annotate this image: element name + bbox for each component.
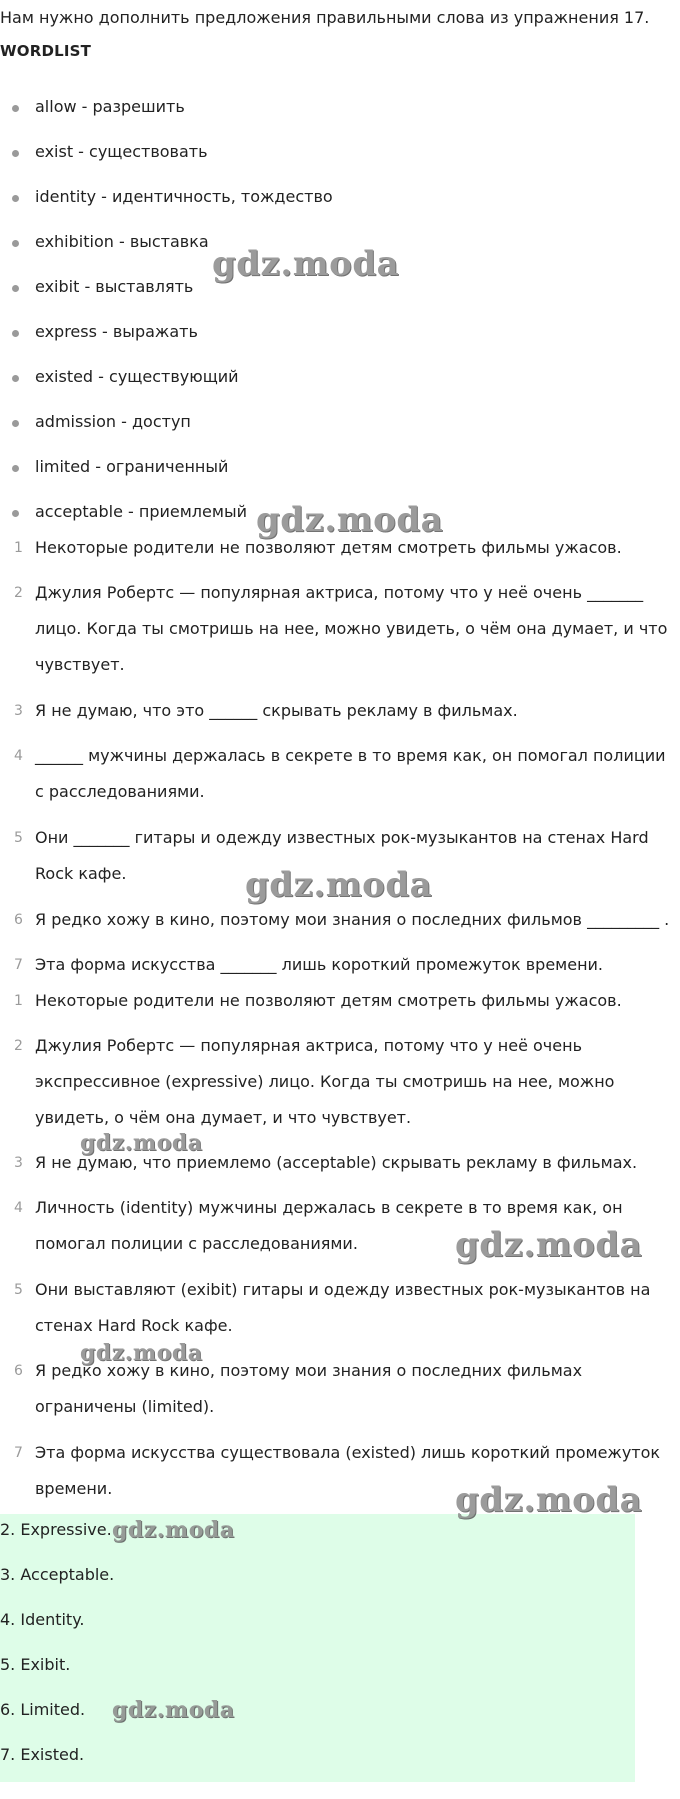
filled-line: Некоторые родители не позволяют детям смотреть фильмы ужасов. (35, 991, 622, 1010)
answer-item: 4. Identity. (0, 1610, 85, 1629)
item-number: 2 (14, 1038, 23, 1054)
filled-line: ограничены (limited). (35, 1397, 215, 1416)
answer-item: 6. Limited. (0, 1700, 86, 1719)
bullet-icon (12, 465, 19, 472)
answers-panel (0, 1514, 635, 1782)
task-line: Некоторые родители не позволяют детям смотреть фильмы ужасов. (35, 538, 622, 557)
task-line: Rock кафе. (35, 864, 127, 883)
watermark: gdz.moda (455, 1225, 643, 1265)
watermark: gdz.moda (80, 1340, 203, 1366)
filled-line: помогал полиции с расследованиями. (35, 1234, 358, 1253)
task-line: Я не думаю, что это ______ скрывать рекламу в фильмах. (35, 701, 518, 720)
answer-item: 2. Expressive. (0, 1520, 112, 1539)
item-number: 4 (14, 748, 23, 764)
watermark: gdz.moda (212, 244, 400, 284)
wordlist-item: exibit - выставлять (35, 277, 194, 296)
watermark: gdz.moda (112, 1697, 235, 1723)
bullet-icon (12, 105, 19, 112)
watermark: gdz.moda (112, 1517, 235, 1543)
item-number: 2 (14, 585, 23, 601)
filled-line: экспрессивное (expressive) лицо. Когда ты смотришь на нее, можно (35, 1072, 615, 1091)
task-line: чувствует. (35, 655, 125, 674)
bullet-icon (12, 330, 19, 337)
bullet-icon (12, 150, 19, 157)
task-line: Джулия Робертс — популярная актриса, потому что у неё очень _______ (35, 583, 644, 602)
filled-line: Джулия Робертс — популярная актриса, потому что у неё очень (35, 1036, 582, 1055)
filled-line: Личность (identity) мужчины держалась в секрете в то время как, он (35, 1198, 623, 1217)
item-number: 3 (14, 1155, 23, 1171)
task-line: Они _______ гитары и одежду известных рок-музыкантов на стенах Hard (35, 828, 649, 847)
filled-line: увидеть, о чём она думает, и что чувствует. (35, 1108, 412, 1127)
item-number: 3 (14, 703, 23, 719)
wordlist-item: acceptable - приемлемый (35, 502, 247, 521)
wordlist-item: allow - разрешить (35, 97, 185, 116)
watermark: gdz.moda (245, 865, 433, 905)
bullet-icon (12, 420, 19, 427)
filled-line: Они выставляют (exibit) гитары и одежду известных рок-музыкантов на (35, 1280, 651, 1299)
wordlist-item: exhibition - выставка (35, 232, 209, 251)
wordlist-item: existed - существующий (35, 367, 239, 386)
bullet-icon (12, 240, 19, 247)
watermark: gdz.moda (256, 500, 444, 540)
bullet-icon (12, 375, 19, 382)
wordlist-item: express - выражать (35, 322, 198, 341)
bullet-icon (12, 195, 19, 202)
task-line: Я редко хожу в кино, поэтому мои знания о последних фильмов _________ . (35, 910, 670, 929)
filled-line: Я редко хожу в кино, поэтому мои знания о последних фильмах (35, 1361, 583, 1380)
item-number: 7 (14, 957, 23, 973)
wordlist-heading: WORDLIST (0, 42, 92, 60)
task-line: ______ мужчины держалась в секрете в то время как, он помогал полиции (35, 746, 666, 765)
task-line: лицо. Когда ты смотришь на нее, можно увидеть, о чём она думает, и что (35, 619, 668, 638)
filled-line: времени. (35, 1479, 113, 1498)
item-number: 1 (14, 993, 23, 1009)
item-number: 4 (14, 1200, 23, 1216)
answer-item: 3. Acceptable. (0, 1565, 115, 1584)
item-number: 7 (14, 1445, 23, 1461)
wordlist-item: identity - идентичность, тождество (35, 187, 333, 206)
answer-item: 7. Existed. (0, 1745, 85, 1764)
item-number: 6 (14, 1363, 23, 1379)
wordlist-item: exist - существовать (35, 142, 208, 161)
watermark: gdz.moda (80, 1130, 203, 1156)
filled-line: Я не думаю, что приемлемо (acceptable) скрывать рекламу в фильмах. (35, 1153, 638, 1172)
wordlist-item: limited - ограниченный (35, 457, 229, 476)
answer-item: 5. Exibit. (0, 1655, 71, 1674)
item-number: 5 (14, 830, 23, 846)
filled-line: Эта форма искусства существовала (existed) лишь короткий промежуток (35, 1443, 661, 1462)
watermark: gdz.moda (455, 1480, 643, 1520)
wordlist-item: admission - доступ (35, 412, 191, 431)
task-line: Эта форма искусства _______ лишь короткий промежуток времени. (35, 955, 604, 974)
item-number: 5 (14, 1282, 23, 1298)
filled-line: стенах Hard Rock кафе. (35, 1316, 233, 1335)
intro-text: Нам нужно дополнить предложения правильными слова из упражнения 17. (0, 8, 650, 27)
bullet-icon (12, 285, 19, 292)
item-number: 1 (14, 540, 23, 556)
task-line: с расследованиями. (35, 782, 205, 801)
bullet-icon (12, 510, 19, 517)
item-number: 6 (14, 912, 23, 928)
